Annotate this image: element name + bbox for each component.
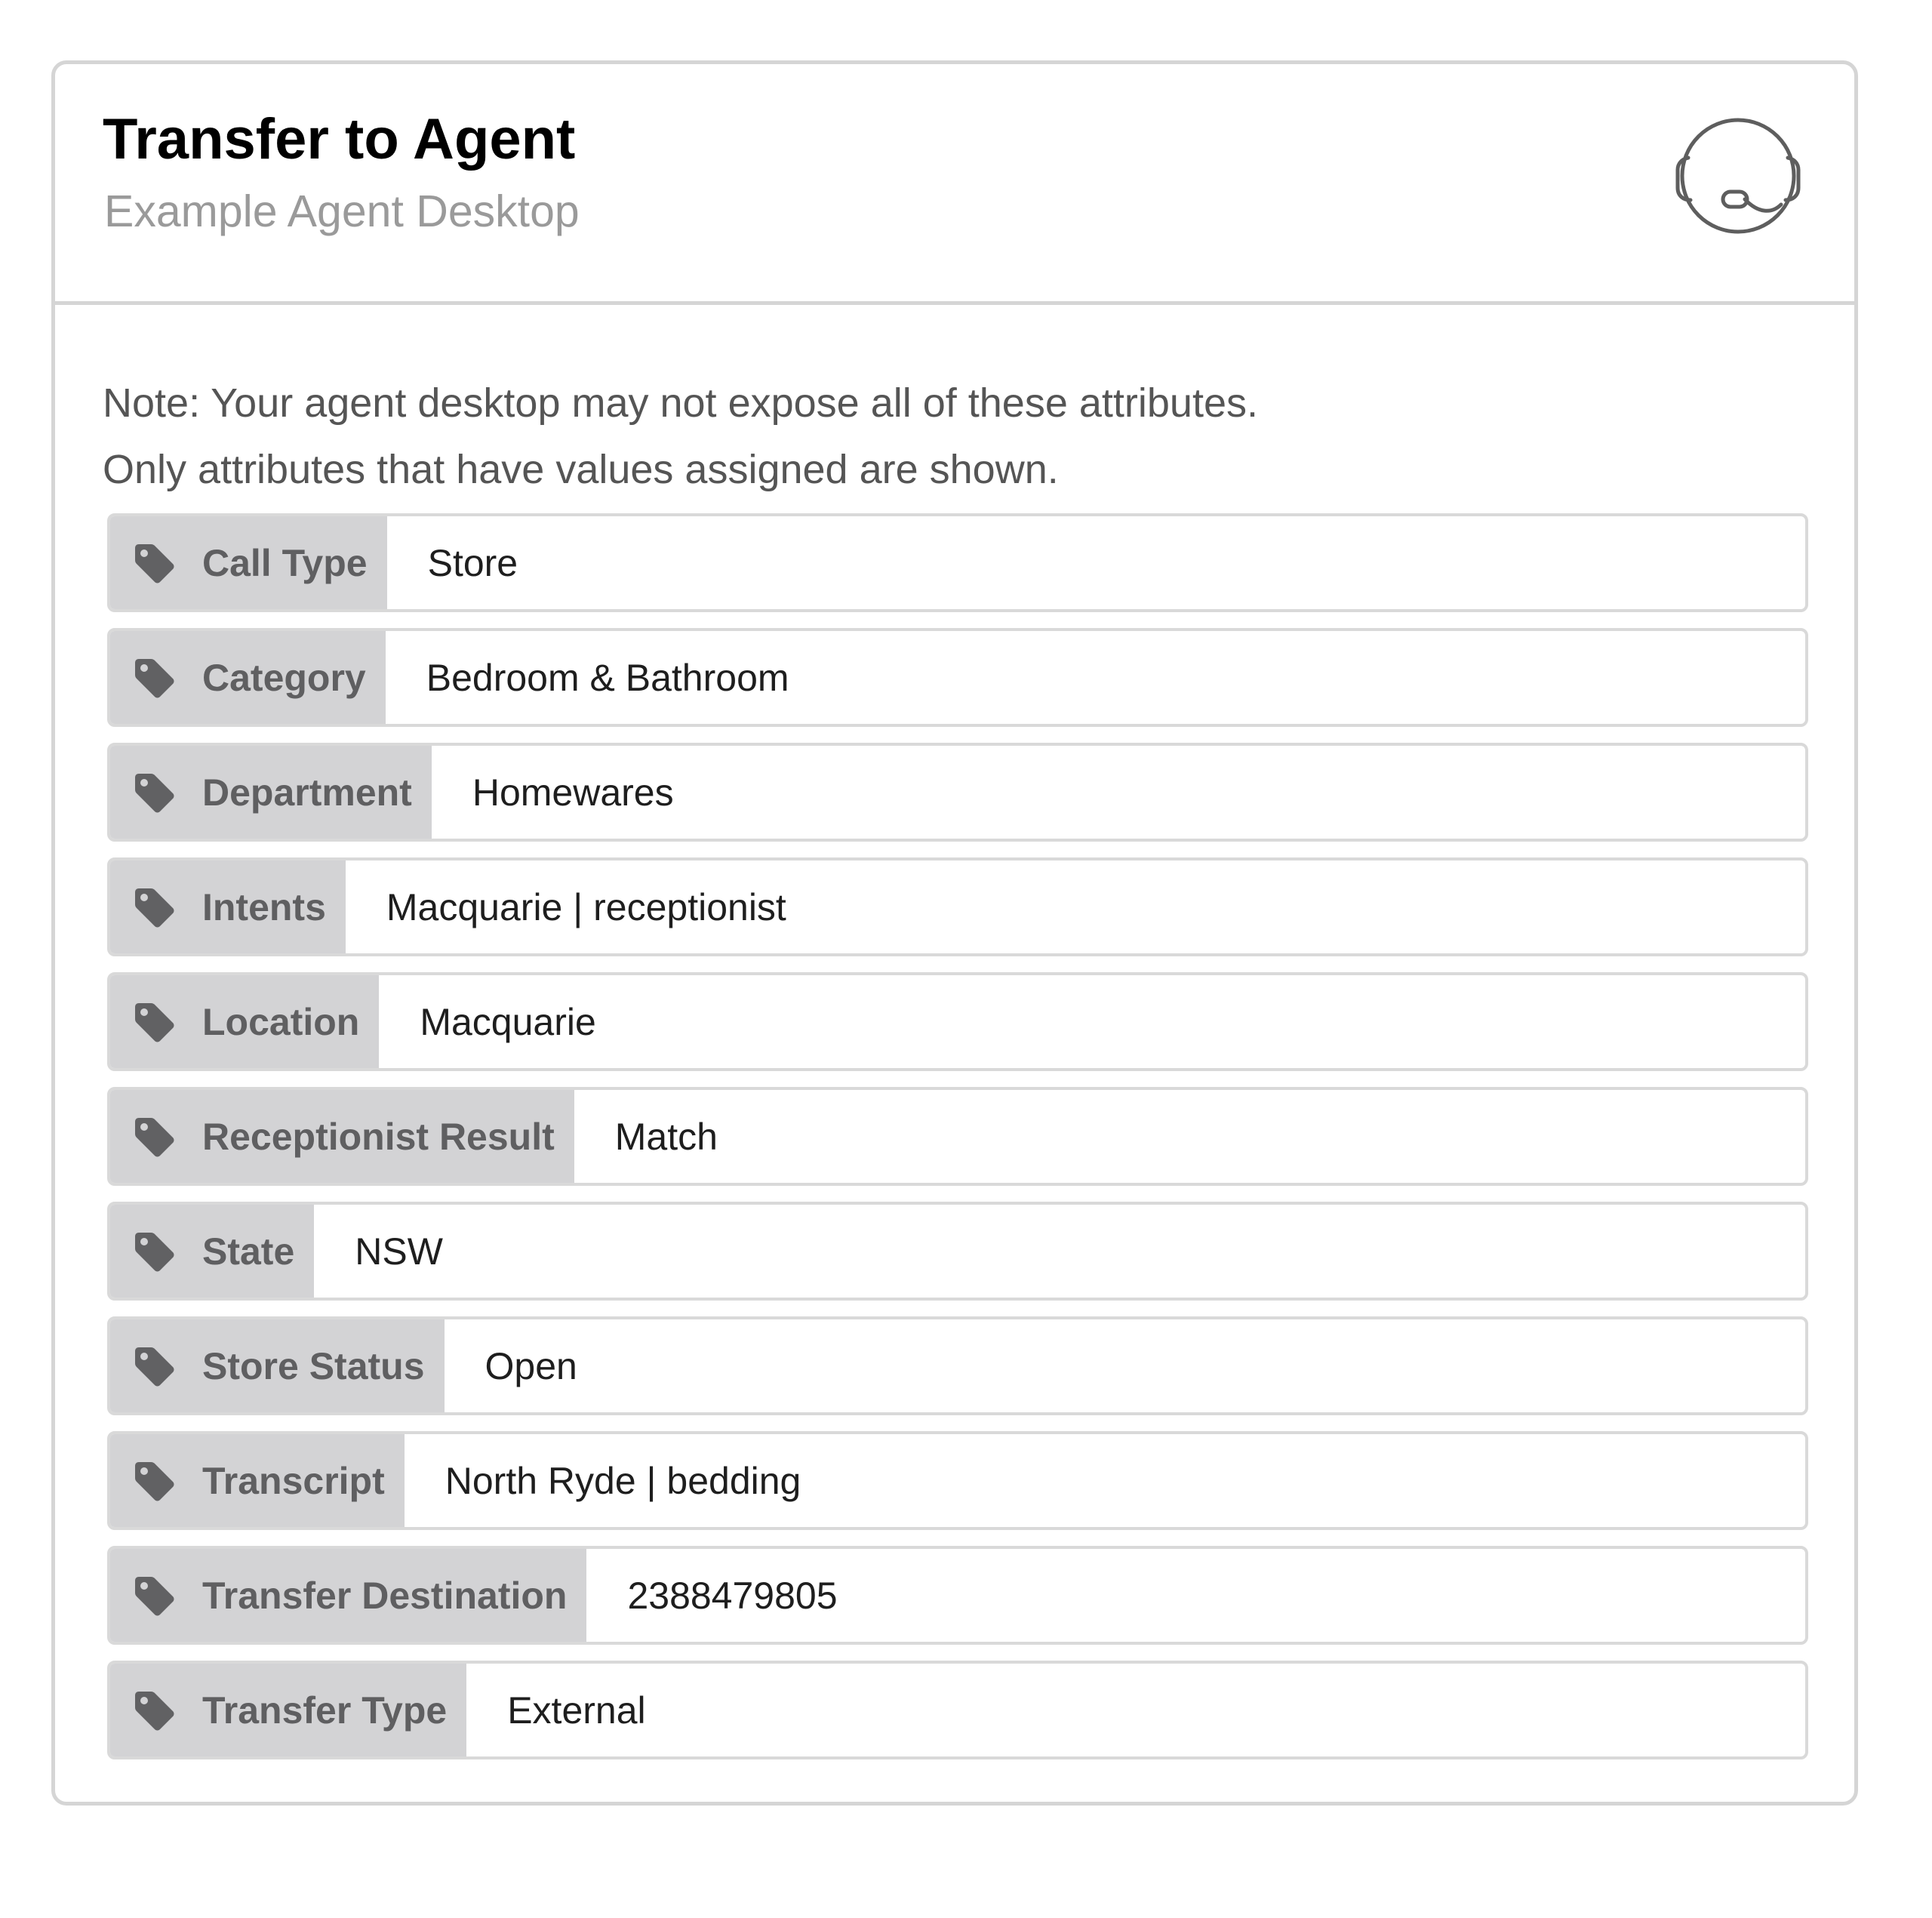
attribute-label-box xyxy=(110,1549,586,1642)
tag-icon xyxy=(133,542,175,584)
tag-icon xyxy=(133,657,175,699)
tag-icon xyxy=(133,1460,175,1502)
tag-icon xyxy=(133,1575,175,1617)
attribute-label: Location xyxy=(202,1000,360,1043)
attribute-value: Match xyxy=(614,1115,718,1158)
attribute-value: Homewares xyxy=(472,771,674,814)
attribute-row-transfer-destination xyxy=(107,1546,1808,1645)
attribute-label: Receptionist Result xyxy=(202,1115,555,1158)
attribute-label: Transcript xyxy=(202,1459,385,1502)
attribute-row-state xyxy=(107,1202,1808,1301)
card-header xyxy=(55,64,1854,305)
attribute-label-box xyxy=(110,1319,445,1412)
attribute-value: External xyxy=(507,1689,646,1732)
attribute-label: Category xyxy=(202,656,366,699)
attribute-label-box xyxy=(110,860,346,953)
attribute-label: Intents xyxy=(202,885,326,928)
attribute-row-transfer-type xyxy=(107,1661,1808,1759)
attribute-label-box xyxy=(110,746,432,839)
attribute-label-box xyxy=(110,1434,405,1527)
attribute-row-location xyxy=(107,972,1808,1071)
tag-icon xyxy=(133,1689,175,1732)
attribute-row-department xyxy=(107,743,1808,842)
attribute-row-intents xyxy=(107,857,1808,956)
attribute-label-box xyxy=(110,1664,466,1756)
attribute-row-call-type xyxy=(107,513,1808,612)
attribute-value: 2388479805 xyxy=(627,1574,838,1617)
tag-icon xyxy=(133,771,175,814)
note-line-1: Note: Your agent desktop may not expose all of these attributes. xyxy=(103,380,1258,426)
attribute-label-box xyxy=(110,1090,574,1183)
attribute-row-category xyxy=(107,628,1808,727)
attribute-label: Store Status xyxy=(202,1344,425,1387)
attribute-list xyxy=(107,513,1808,1775)
attribute-value: North Ryde | bedding xyxy=(445,1459,801,1502)
attribute-value: Bedroom & Bathroom xyxy=(426,656,789,699)
attribute-row-store-status xyxy=(107,1316,1808,1415)
attribute-label-box xyxy=(110,631,386,724)
transfer-card xyxy=(51,60,1858,1806)
attribute-label: State xyxy=(202,1230,295,1273)
attribute-label-box xyxy=(110,1205,314,1298)
attribute-label: Call Type xyxy=(202,541,368,584)
page-subtitle: Example Agent Desktop xyxy=(104,186,580,236)
tag-icon xyxy=(133,1230,175,1273)
attribute-label: Transfer Destination xyxy=(202,1574,568,1617)
attribute-value: Open xyxy=(485,1344,577,1387)
attribute-value: Macquarie xyxy=(420,1000,596,1043)
headset-icon xyxy=(1666,114,1810,238)
tag-icon xyxy=(133,886,175,928)
attribute-value: NSW xyxy=(355,1230,443,1273)
attribute-row-receptionist-result xyxy=(107,1087,1808,1186)
notes xyxy=(103,370,1258,503)
attribute-label-box xyxy=(110,975,379,1068)
tag-icon xyxy=(133,1345,175,1387)
attribute-value: Store xyxy=(427,541,518,584)
note-line-2: Only attributes that have values assigned are shown. xyxy=(103,447,1059,492)
page-title: Transfer to Agent xyxy=(103,107,576,171)
attribute-label: Department xyxy=(202,771,412,814)
attribute-value: Macquarie | receptionist xyxy=(386,885,786,928)
attribute-label-box xyxy=(110,516,387,609)
attribute-row-transcript xyxy=(107,1431,1808,1530)
tag-icon xyxy=(133,1116,175,1158)
tag-icon xyxy=(133,1001,175,1043)
attribute-label: Transfer Type xyxy=(202,1689,448,1732)
